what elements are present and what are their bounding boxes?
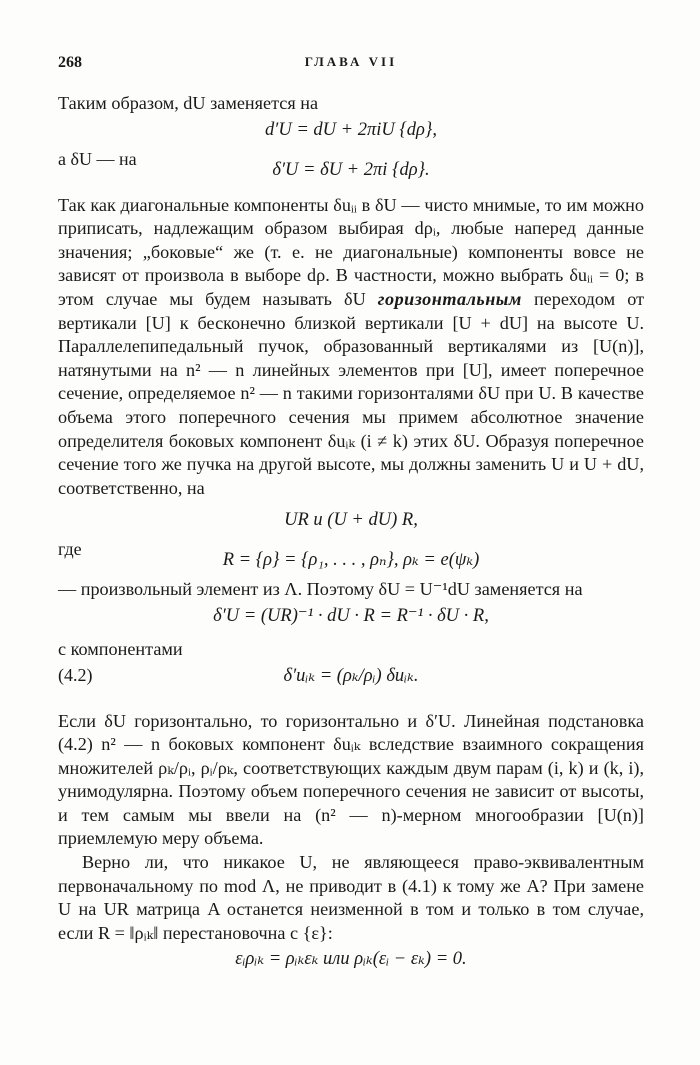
page-header — [58, 44, 644, 74]
equation-6: δ′uᵢₖ = (ρₖ/ρᵢ) δuᵢₖ. — [283, 665, 419, 686]
equation-2-row — [58, 146, 644, 180]
intro-line: Таким образом, dU заменяется на — [58, 93, 319, 113]
paragraph-1 — [58, 194, 644, 501]
equation-5-row — [58, 602, 644, 632]
equation-3: UR и (U + dU) R, — [284, 510, 418, 531]
equation-4-label: где — [58, 539, 82, 560]
equation-3-row — [58, 506, 644, 536]
paragraph-4: Если δU горизонтально, то горизонтально и δ′U. Линейная подстановка (4.2) n² — n боковых компонент δuᵢₖ вследствие взаимного сокращения множителей ρₖ/ρᵢ, ρᵢ/ρₖ, соответствующих каждым двум парам (i, k) и (k, i), унимодулярна. Поэтому объем поперечного сечения не зависит от высоты, и тем самым мы ввели на (n² — n)-мерном многообразии [U(n)] приемлемую меру объема. — [58, 710, 644, 849]
emphasis-horizontal: горизонтальным — [377, 288, 522, 309]
equation-2: δ′U = δU + 2πi {dρ}. — [272, 159, 430, 180]
equation-5: δ′U = (UR)⁻¹ · dU · R = R⁻¹ · δU · R, — [213, 605, 489, 626]
chapter-title: ГЛАВА VII — [304, 54, 398, 69]
equation-1-row — [58, 116, 644, 146]
equation-7-row — [58, 945, 644, 975]
equation-4-row — [58, 536, 644, 571]
equation-2-label: а δU — на — [58, 148, 137, 169]
paragraph-1-part-b: переходом от вертикали [U] к бесконечно близкой вертикали [U + dU] на высоте U. Параллелепипедальный пучок, образованный вертикалями из [U(n)], натянутыми на n² — n линейных элементов при [U], имеет поперечное сечение, определяемое n² — n такими горизонталями δU при U. В качестве объема этого поперечного сечения мы примем абсолютное значение определителя боковых компонент δuᵢₖ (i ≠ k) этих δU. Образуя поперечное сечение того же пучка на другой высоте, мы должны заменить U и U + dU, соответственно, на — [58, 288, 645, 498]
document-page — [58, 44, 644, 975]
paragraph-2: — произвольный элемент из Λ. Поэтому δU = U⁻¹dU заменяется на — [58, 579, 583, 600]
equation-1: d′U = dU + 2πiU {dρ}, — [265, 119, 437, 140]
equation-6-number: (4.2) — [58, 664, 93, 685]
equation-4: R = {ρ} = {ρ₁, . . . , ρₙ}, ρₖ = e(ψₖ) — [222, 550, 480, 571]
paragraph-3: с компонентами — [58, 638, 183, 659]
equation-7: εᵢρᵢₖ = ρᵢₖεₖ или ρᵢₖ(εᵢ − εₖ) = 0. — [235, 949, 467, 970]
equation-6-row — [58, 662, 644, 692]
page-number: 268 — [58, 54, 82, 71]
paragraph-5: Верно ли, что никакое U, не являющееся право-эквивалентным первоначальному по mod Λ, не приводит в (4.1) к тому же A? При замене U на UR матрица A останется неизменной в том и только в том случае, если R = ‖ρᵢₖ‖ перестановочна с {ε}: — [58, 852, 644, 943]
paragraph-1-part-a: Так как диагональные компоненты δuᵢᵢ в δU — чисто мнимые, то им можно приписать, надлежащим образом выбирая dρᵢ, любые наперед данные значения; „боковые“ же (т. е. не диагональные) компоненты вовсе не зависят от произвола в выборе dρ. В частности, можно выбрать δuᵢᵢ = 0; в этом случае мы будем называть δU — [58, 194, 644, 309]
